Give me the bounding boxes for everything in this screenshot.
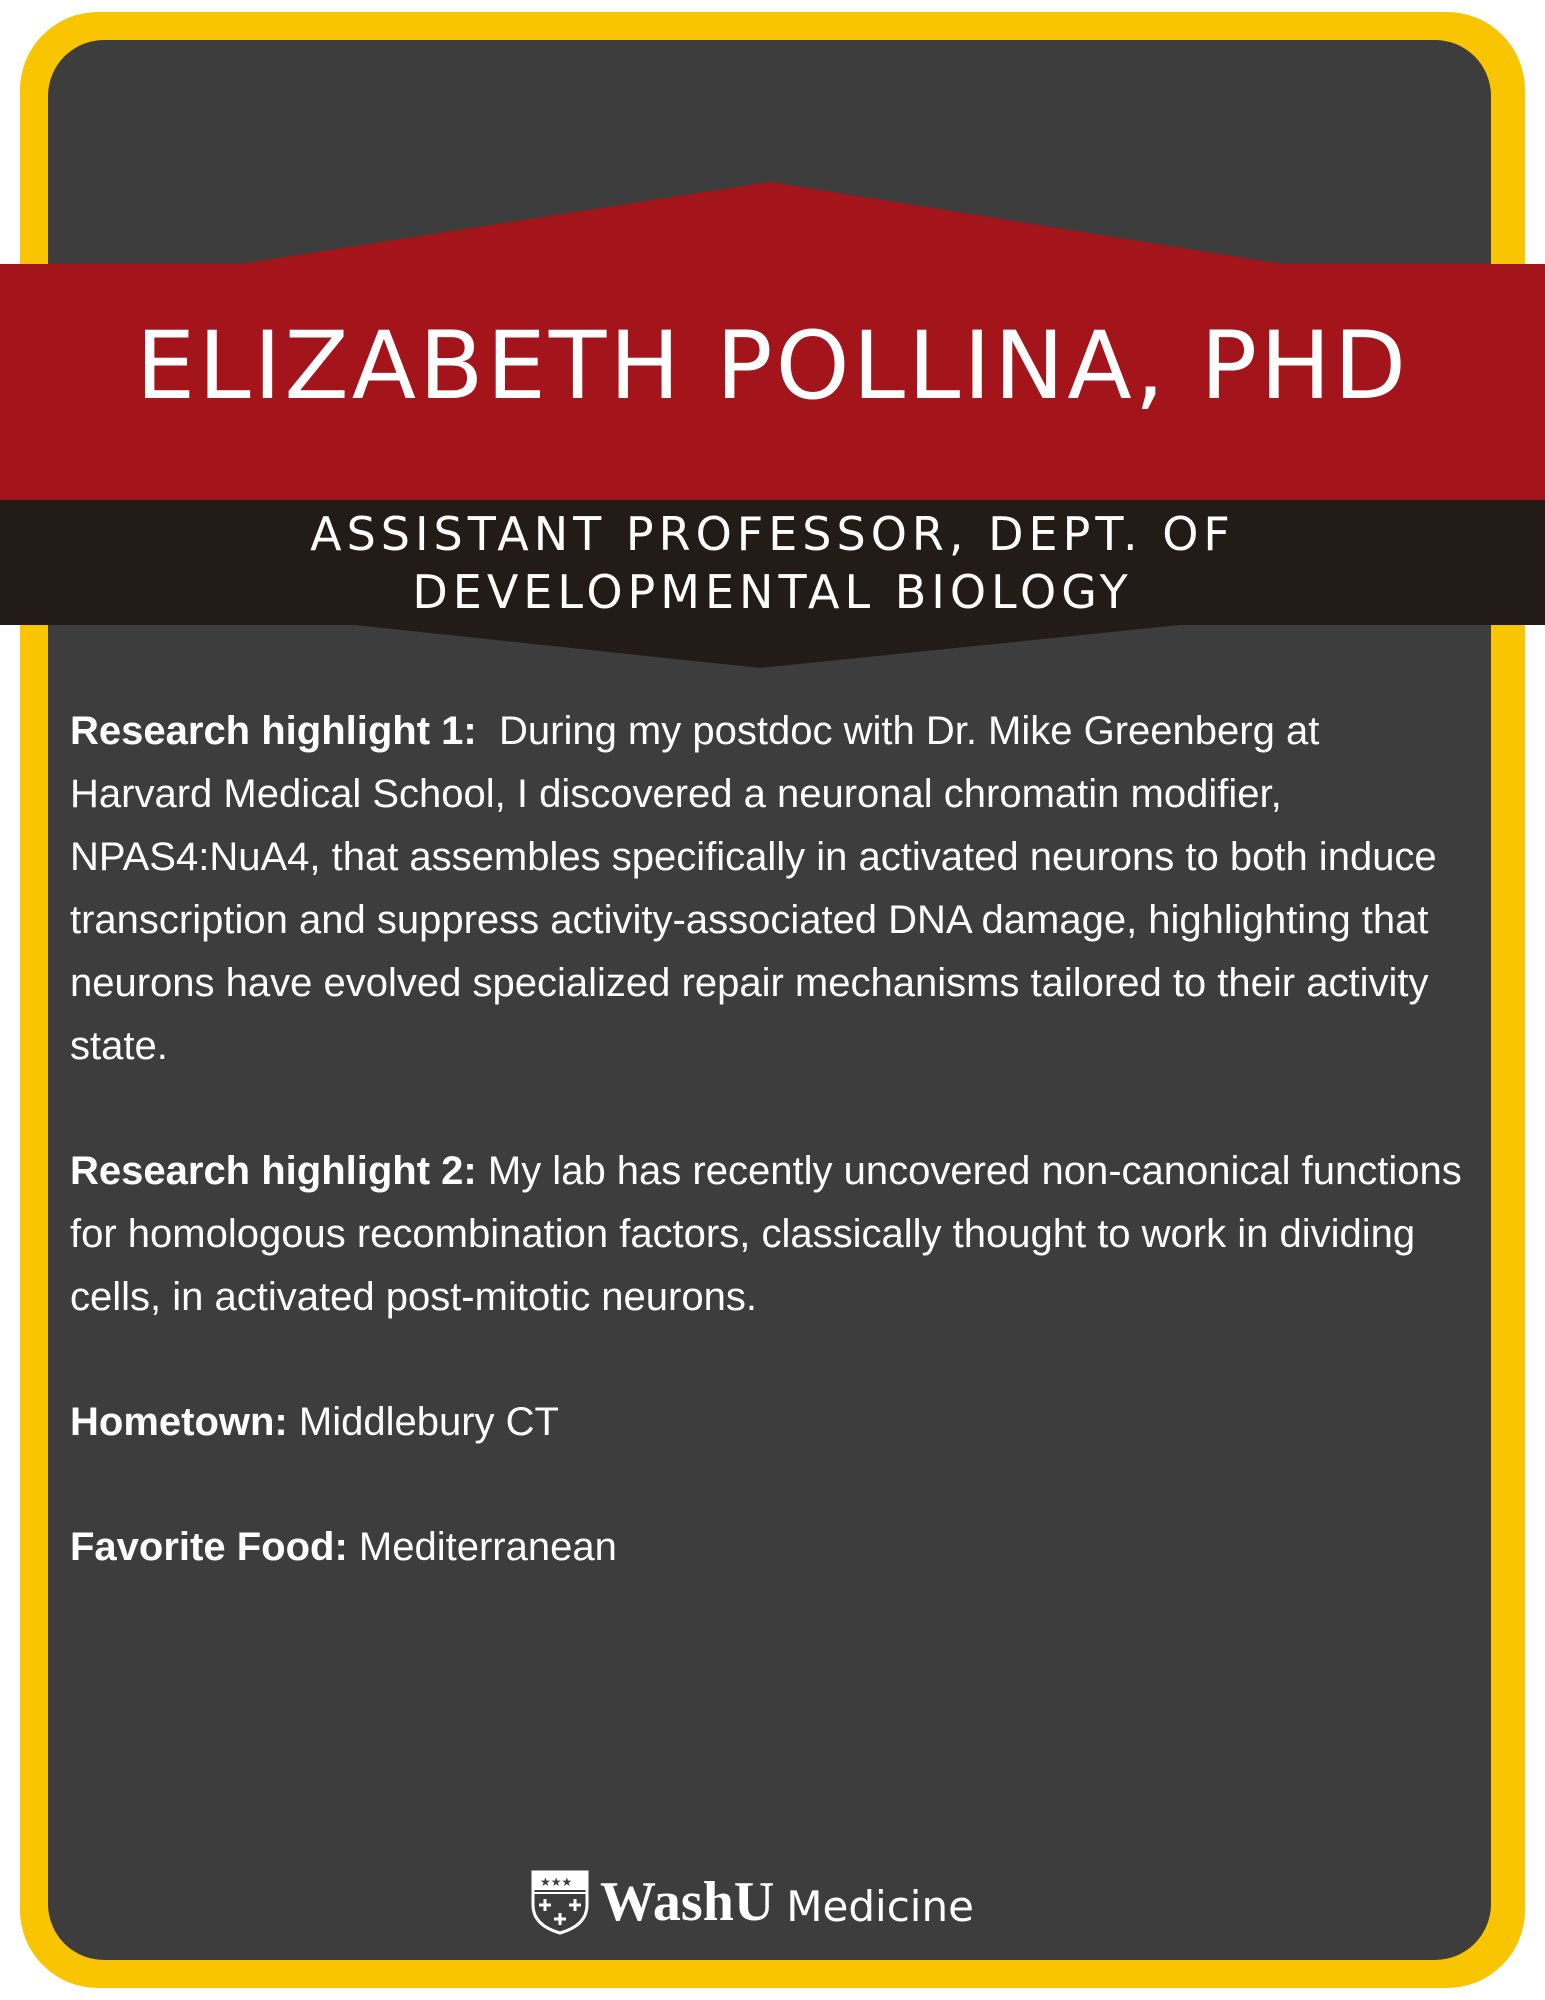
profile-content xyxy=(70,700,1470,1641)
hometown xyxy=(70,1391,1470,1454)
person-title xyxy=(0,505,1545,621)
washu-medicine-logo xyxy=(530,1862,974,1942)
hometown-label: Hometown: xyxy=(70,1400,288,1444)
person-name: ELIZABETH POLLINA, PHD xyxy=(135,312,1410,421)
favorite-food-value: Mediterranean xyxy=(358,1525,617,1569)
logo-suffix: Medicine xyxy=(786,1881,974,1931)
title-line-2: DEVELOPMENTAL BIOLOGY xyxy=(412,565,1133,619)
research-highlight-1-label: Research highlight 1: xyxy=(70,709,477,753)
research-highlight-2 xyxy=(70,1140,1470,1329)
svg-text:★★★: ★★★ xyxy=(540,1875,573,1889)
favorite-food xyxy=(70,1516,1470,1579)
title-line-1: ASSISTANT PROFESSOR, DEPT. OF xyxy=(310,507,1235,561)
hometown-value: Middlebury CT xyxy=(298,1400,559,1444)
research-highlight-1 xyxy=(70,700,1470,1078)
research-highlight-1-text: During my postdoc with Dr. Mike Greenberg at Harvard Medical School, I discovered a neuronal chromatin modifier, NPAS4:NuA4, that assembles specifically in activated neurons to both induce transcription and suppress activity-associated DNA damage, highlighting that neurons have evolved specialized repair mechanisms tailored to their activity state. xyxy=(70,709,1437,1068)
logo-wordmark: WashU xyxy=(600,1871,775,1933)
shield-icon xyxy=(530,1869,590,1935)
research-highlight-2-text: My lab has recently uncovered non-canonical functions for homologous recombination factors, classically thought to work in dividing cells, in activated post-mitotic neurons. xyxy=(70,1149,1462,1319)
favorite-food-label: Favorite Food: xyxy=(70,1525,348,1569)
research-highlight-2-label: Research highlight 2: xyxy=(70,1149,477,1193)
